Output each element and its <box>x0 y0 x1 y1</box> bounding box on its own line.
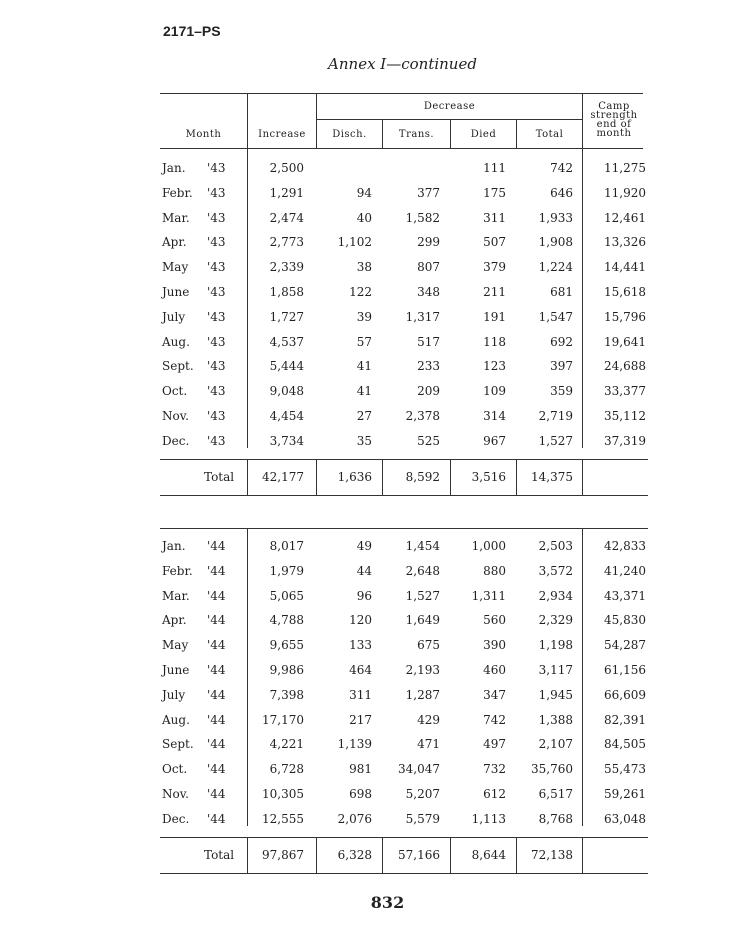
total-cell: 1,224 <box>538 260 573 275</box>
total-label: Total <box>204 470 235 484</box>
total-cell: 2,503 <box>538 539 573 553</box>
total-cell: 2,107 <box>538 737 573 752</box>
total-cell: 8,768 <box>538 811 573 826</box>
disch-cell: 40 <box>356 210 372 225</box>
disch-cell: 44 <box>356 563 372 578</box>
died-cell: 742 <box>483 712 506 727</box>
disch-cell: 35 <box>356 433 372 448</box>
total-cell: 359 <box>550 384 573 399</box>
year-cell: '44 <box>207 712 226 727</box>
year-cell: '43 <box>207 409 226 423</box>
disch-cell: 39 <box>356 309 372 324</box>
camp-cell: 11,275 <box>604 161 646 175</box>
disch-cell: 96 <box>356 588 372 603</box>
month-cell: July <box>162 309 186 324</box>
camp-cell: 15,796 <box>604 309 646 324</box>
month-cell: Febr. <box>162 185 193 200</box>
camp-cell: 63,048 <box>604 811 646 826</box>
trans-cell: 1,582 <box>405 210 440 225</box>
total-cell: 1,388 <box>538 712 573 727</box>
table2-top-rule <box>160 528 648 529</box>
year-cell: '43 <box>207 359 226 374</box>
total-cell: 3,572 <box>538 563 573 578</box>
year-cell: '44 <box>207 762 226 777</box>
total-died: 3,516 <box>471 470 506 484</box>
disch-cell: 311 <box>349 687 372 702</box>
died-cell: 1,000 <box>471 539 506 553</box>
increase-cell: 12,555 <box>262 811 304 826</box>
camp-cell: 41,240 <box>604 563 646 578</box>
header-trans: Trans. <box>398 129 435 140</box>
total-cell: 3,117 <box>538 663 573 677</box>
year-cell: '44 <box>207 687 226 702</box>
camp-cell: 35,112 <box>604 409 646 423</box>
column-divider <box>582 528 583 826</box>
died-cell: 732 <box>483 762 506 777</box>
total-increase: 42,177 <box>262 470 304 484</box>
year-cell: '43 <box>207 260 226 275</box>
total-cell: 681 <box>550 285 573 299</box>
trans-cell: 299 <box>417 235 440 250</box>
year-cell: '43 <box>207 384 226 399</box>
trans-cell: 525 <box>417 433 440 448</box>
month-cell: Apr. <box>162 235 187 250</box>
camp-cell: 12,461 <box>604 210 646 225</box>
increase-cell: 2,339 <box>269 260 304 275</box>
total-bottom-rule <box>160 495 648 496</box>
camp-cell: 61,156 <box>604 663 646 677</box>
month-cell: Febr. <box>162 563 193 578</box>
increase-cell: 17,170 <box>262 712 304 727</box>
total-trans: 8,592 <box>405 470 440 484</box>
camp-cell: 45,830 <box>604 613 646 628</box>
camp-cell: 42,833 <box>604 539 646 553</box>
camp-cell: 43,371 <box>604 588 646 603</box>
camp-cell: 55,473 <box>604 762 646 777</box>
month-cell: Aug. <box>162 712 190 727</box>
camp-cell: 59,261 <box>604 787 646 801</box>
died-cell: 311 <box>483 210 506 225</box>
increase-cell: 4,788 <box>269 613 304 628</box>
disch-cell: 27 <box>356 409 372 423</box>
camp-cell: 82,391 <box>604 712 646 727</box>
total-disch: 1,636 <box>337 470 372 484</box>
header-top-rule <box>160 93 643 94</box>
died-cell: 497 <box>483 737 506 752</box>
header-camp-line: month <box>596 128 632 139</box>
trans-cell: 2,193 <box>405 663 440 677</box>
year-cell: '44 <box>207 638 226 653</box>
trans-cell: 471 <box>417 737 440 752</box>
increase-cell: 6,728 <box>269 762 304 777</box>
increase-cell: 1,979 <box>269 563 304 578</box>
total-cell: 6,517 <box>538 787 573 801</box>
year-cell: '43 <box>207 285 226 299</box>
camp-cell: 54,287 <box>604 638 646 653</box>
increase-cell: 1,291 <box>269 185 304 200</box>
total-total: 72,138 <box>531 848 573 862</box>
total-top-rule <box>160 837 648 838</box>
year-cell: '44 <box>207 811 226 826</box>
trans-cell: 1,649 <box>405 613 440 628</box>
total-top-rule <box>160 459 648 460</box>
total-bottom-rule <box>160 873 648 874</box>
total-cell: 646 <box>550 185 573 200</box>
header-camp-line: Camp <box>598 101 630 112</box>
decrease-rule <box>316 119 582 120</box>
month-cell: Aug. <box>162 334 190 349</box>
camp-cell: 15,618 <box>604 285 646 299</box>
increase-cell: 4,454 <box>269 409 304 423</box>
header-disch: Disch. <box>332 129 367 140</box>
disch-cell: 1,102 <box>337 235 372 250</box>
increase-cell: 9,986 <box>269 663 304 677</box>
increase-cell: 8,017 <box>269 539 304 553</box>
trans-cell: 807 <box>417 260 440 275</box>
header-camp-line: end of <box>596 119 632 130</box>
camp-cell: 84,505 <box>604 737 646 752</box>
header-camp-line: strength <box>590 110 638 121</box>
month-cell: Jan. <box>162 539 186 553</box>
year-cell: '43 <box>207 185 226 200</box>
trans-cell: 5,579 <box>405 811 440 826</box>
trans-cell: 377 <box>417 185 440 200</box>
died-cell: 191 <box>483 309 506 324</box>
disch-cell: 2,076 <box>337 811 372 826</box>
increase-cell: 10,305 <box>262 787 304 801</box>
trans-cell: 2,648 <box>405 563 440 578</box>
year-cell: '43 <box>207 309 226 324</box>
camp-cell: 37,319 <box>604 433 646 448</box>
died-cell: 347 <box>483 687 506 702</box>
disch-cell: 49 <box>356 539 372 553</box>
month-cell: Oct. <box>162 384 188 399</box>
increase-cell: 1,727 <box>269 309 304 324</box>
month-cell: Sept. <box>162 737 194 752</box>
month-cell: Nov. <box>162 409 189 423</box>
died-cell: 111 <box>483 161 506 175</box>
total-cell: 692 <box>550 334 573 349</box>
total-divider <box>316 837 317 873</box>
disch-cell: 1,139 <box>337 737 372 752</box>
died-cell: 379 <box>483 260 506 275</box>
total-divider <box>582 837 583 873</box>
trans-cell: 348 <box>417 285 440 299</box>
total-divider <box>247 837 248 873</box>
disch-cell: 41 <box>356 359 372 374</box>
trans-cell: 209 <box>417 384 440 399</box>
document-id: 2171–PS <box>163 23 221 39</box>
header-total: Total <box>535 129 564 140</box>
month-cell: June <box>162 285 190 299</box>
increase-cell: 4,221 <box>269 737 304 752</box>
trans-cell: 429 <box>417 712 440 727</box>
trans-cell: 1,454 <box>405 539 440 553</box>
total-cell: 1,908 <box>538 235 573 250</box>
year-cell: '43 <box>207 210 226 225</box>
month-cell: May <box>162 260 189 275</box>
month-cell: Dec. <box>162 811 190 826</box>
year-cell: '43 <box>207 235 226 250</box>
month-cell: Oct. <box>162 762 188 777</box>
total-cell: 2,329 <box>538 613 573 628</box>
disch-cell: 120 <box>349 613 372 628</box>
total-total: 14,375 <box>531 470 573 484</box>
trans-cell: 1,287 <box>405 687 440 702</box>
month-cell: Dec. <box>162 433 190 448</box>
year-cell: '44 <box>207 563 226 578</box>
disch-cell: 94 <box>356 185 372 200</box>
camp-cell: 13,326 <box>604 235 646 250</box>
year-cell: '44 <box>207 613 226 628</box>
died-cell: 967 <box>483 433 506 448</box>
month-cell: Mar. <box>162 588 190 603</box>
increase-cell: 9,048 <box>269 384 304 399</box>
increase-cell: 2,773 <box>269 235 304 250</box>
total-cell: 1,547 <box>538 309 573 324</box>
total-divider <box>247 459 248 495</box>
column-divider <box>247 148 248 448</box>
trans-cell: 233 <box>417 359 440 374</box>
total-cell: 1,198 <box>538 638 573 653</box>
total-cell: 742 <box>550 161 573 175</box>
total-cell: 2,719 <box>538 409 573 423</box>
disch-cell: 57 <box>356 334 372 349</box>
trans-cell: 5,207 <box>405 787 440 801</box>
increase-cell: 7,398 <box>269 687 304 702</box>
month-cell: June <box>162 663 190 677</box>
disch-cell: 38 <box>356 260 372 275</box>
total-divider <box>516 459 517 495</box>
died-cell: 118 <box>483 334 506 349</box>
disch-cell: 217 <box>349 712 372 727</box>
disch-cell: 981 <box>349 762 372 777</box>
year-cell: '44 <box>207 737 226 752</box>
total-divider <box>582 459 583 495</box>
total-trans: 57,166 <box>398 848 440 862</box>
header-increase: Increase <box>258 129 306 140</box>
total-cell: 1,933 <box>538 210 573 225</box>
year-cell: '44 <box>207 588 226 603</box>
header-died: Died <box>470 129 497 140</box>
header-month: Month <box>185 129 222 140</box>
died-cell: 175 <box>483 185 506 200</box>
disch-cell: 122 <box>349 285 372 299</box>
died-cell: 109 <box>483 384 506 399</box>
disch-cell: 133 <box>349 638 372 653</box>
total-label: Total <box>204 848 235 862</box>
total-divider <box>516 837 517 873</box>
year-cell: '43 <box>207 334 226 349</box>
died-cell: 880 <box>483 563 506 578</box>
total-divider <box>450 459 451 495</box>
year-cell: '44 <box>207 663 226 677</box>
died-cell: 560 <box>483 613 506 628</box>
camp-cell: 24,688 <box>604 359 646 374</box>
annex-title: Annex I—continued <box>328 55 477 73</box>
month-cell: July <box>162 687 186 702</box>
died-cell: 1,113 <box>471 811 506 826</box>
camp-cell: 11,920 <box>604 185 646 200</box>
page-number: 832 <box>370 893 405 912</box>
increase-cell: 5,444 <box>269 359 304 374</box>
trans-cell: 1,317 <box>405 309 440 324</box>
header-bottom-rule <box>160 148 643 149</box>
month-cell: Apr. <box>162 613 187 628</box>
total-divider <box>450 837 451 873</box>
trans-cell: 2,378 <box>405 409 440 423</box>
died-cell: 211 <box>483 285 506 299</box>
disch-cell: 41 <box>356 384 372 399</box>
increase-cell: 1,858 <box>269 285 304 299</box>
died-cell: 460 <box>483 663 506 677</box>
total-divider <box>382 459 383 495</box>
year-cell: '43 <box>207 161 226 175</box>
total-died: 8,644 <box>471 848 506 862</box>
month-cell: Sept. <box>162 359 194 374</box>
increase-cell: 3,734 <box>269 433 304 448</box>
month-cell: May <box>162 638 189 653</box>
column-divider <box>582 148 583 448</box>
month-cell: Mar. <box>162 210 190 225</box>
died-cell: 123 <box>483 359 506 374</box>
increase-cell: 2,474 <box>269 210 304 225</box>
camp-cell: 14,441 <box>604 260 646 275</box>
total-increase: 97,867 <box>262 848 304 862</box>
died-cell: 314 <box>483 409 506 423</box>
year-cell: '44 <box>207 539 226 553</box>
header-decrease: Decrease <box>423 101 476 112</box>
month-cell: Nov. <box>162 787 189 801</box>
total-cell: 2,934 <box>538 588 573 603</box>
died-cell: 1,311 <box>471 588 506 603</box>
trans-cell: 675 <box>417 638 440 653</box>
total-divider <box>382 837 383 873</box>
camp-cell: 19,641 <box>604 334 646 349</box>
total-cell: 1,945 <box>538 687 573 702</box>
total-cell: 1,527 <box>538 433 573 448</box>
increase-cell: 9,655 <box>269 638 304 653</box>
increase-cell: 5,065 <box>269 588 304 603</box>
increase-cell: 4,537 <box>269 334 304 349</box>
total-cell: 397 <box>550 359 573 374</box>
trans-cell: 517 <box>417 334 440 349</box>
camp-cell: 66,609 <box>604 687 646 702</box>
total-divider <box>316 459 317 495</box>
year-cell: '44 <box>207 787 226 801</box>
header-camp-strength <box>583 102 645 138</box>
column-divider <box>247 528 248 826</box>
year-cell: '43 <box>207 433 226 448</box>
month-cell: Jan. <box>162 161 186 175</box>
camp-cell: 33,377 <box>604 384 646 399</box>
died-cell: 507 <box>483 235 506 250</box>
died-cell: 390 <box>483 638 506 653</box>
trans-cell: 34,047 <box>398 762 440 777</box>
total-cell: 35,760 <box>531 762 573 777</box>
died-cell: 612 <box>483 787 506 801</box>
total-disch: 6,328 <box>337 848 372 862</box>
disch-cell: 698 <box>349 787 372 801</box>
increase-cell: 2,500 <box>269 161 304 175</box>
trans-cell: 1,527 <box>405 588 440 603</box>
disch-cell: 464 <box>349 663 372 677</box>
